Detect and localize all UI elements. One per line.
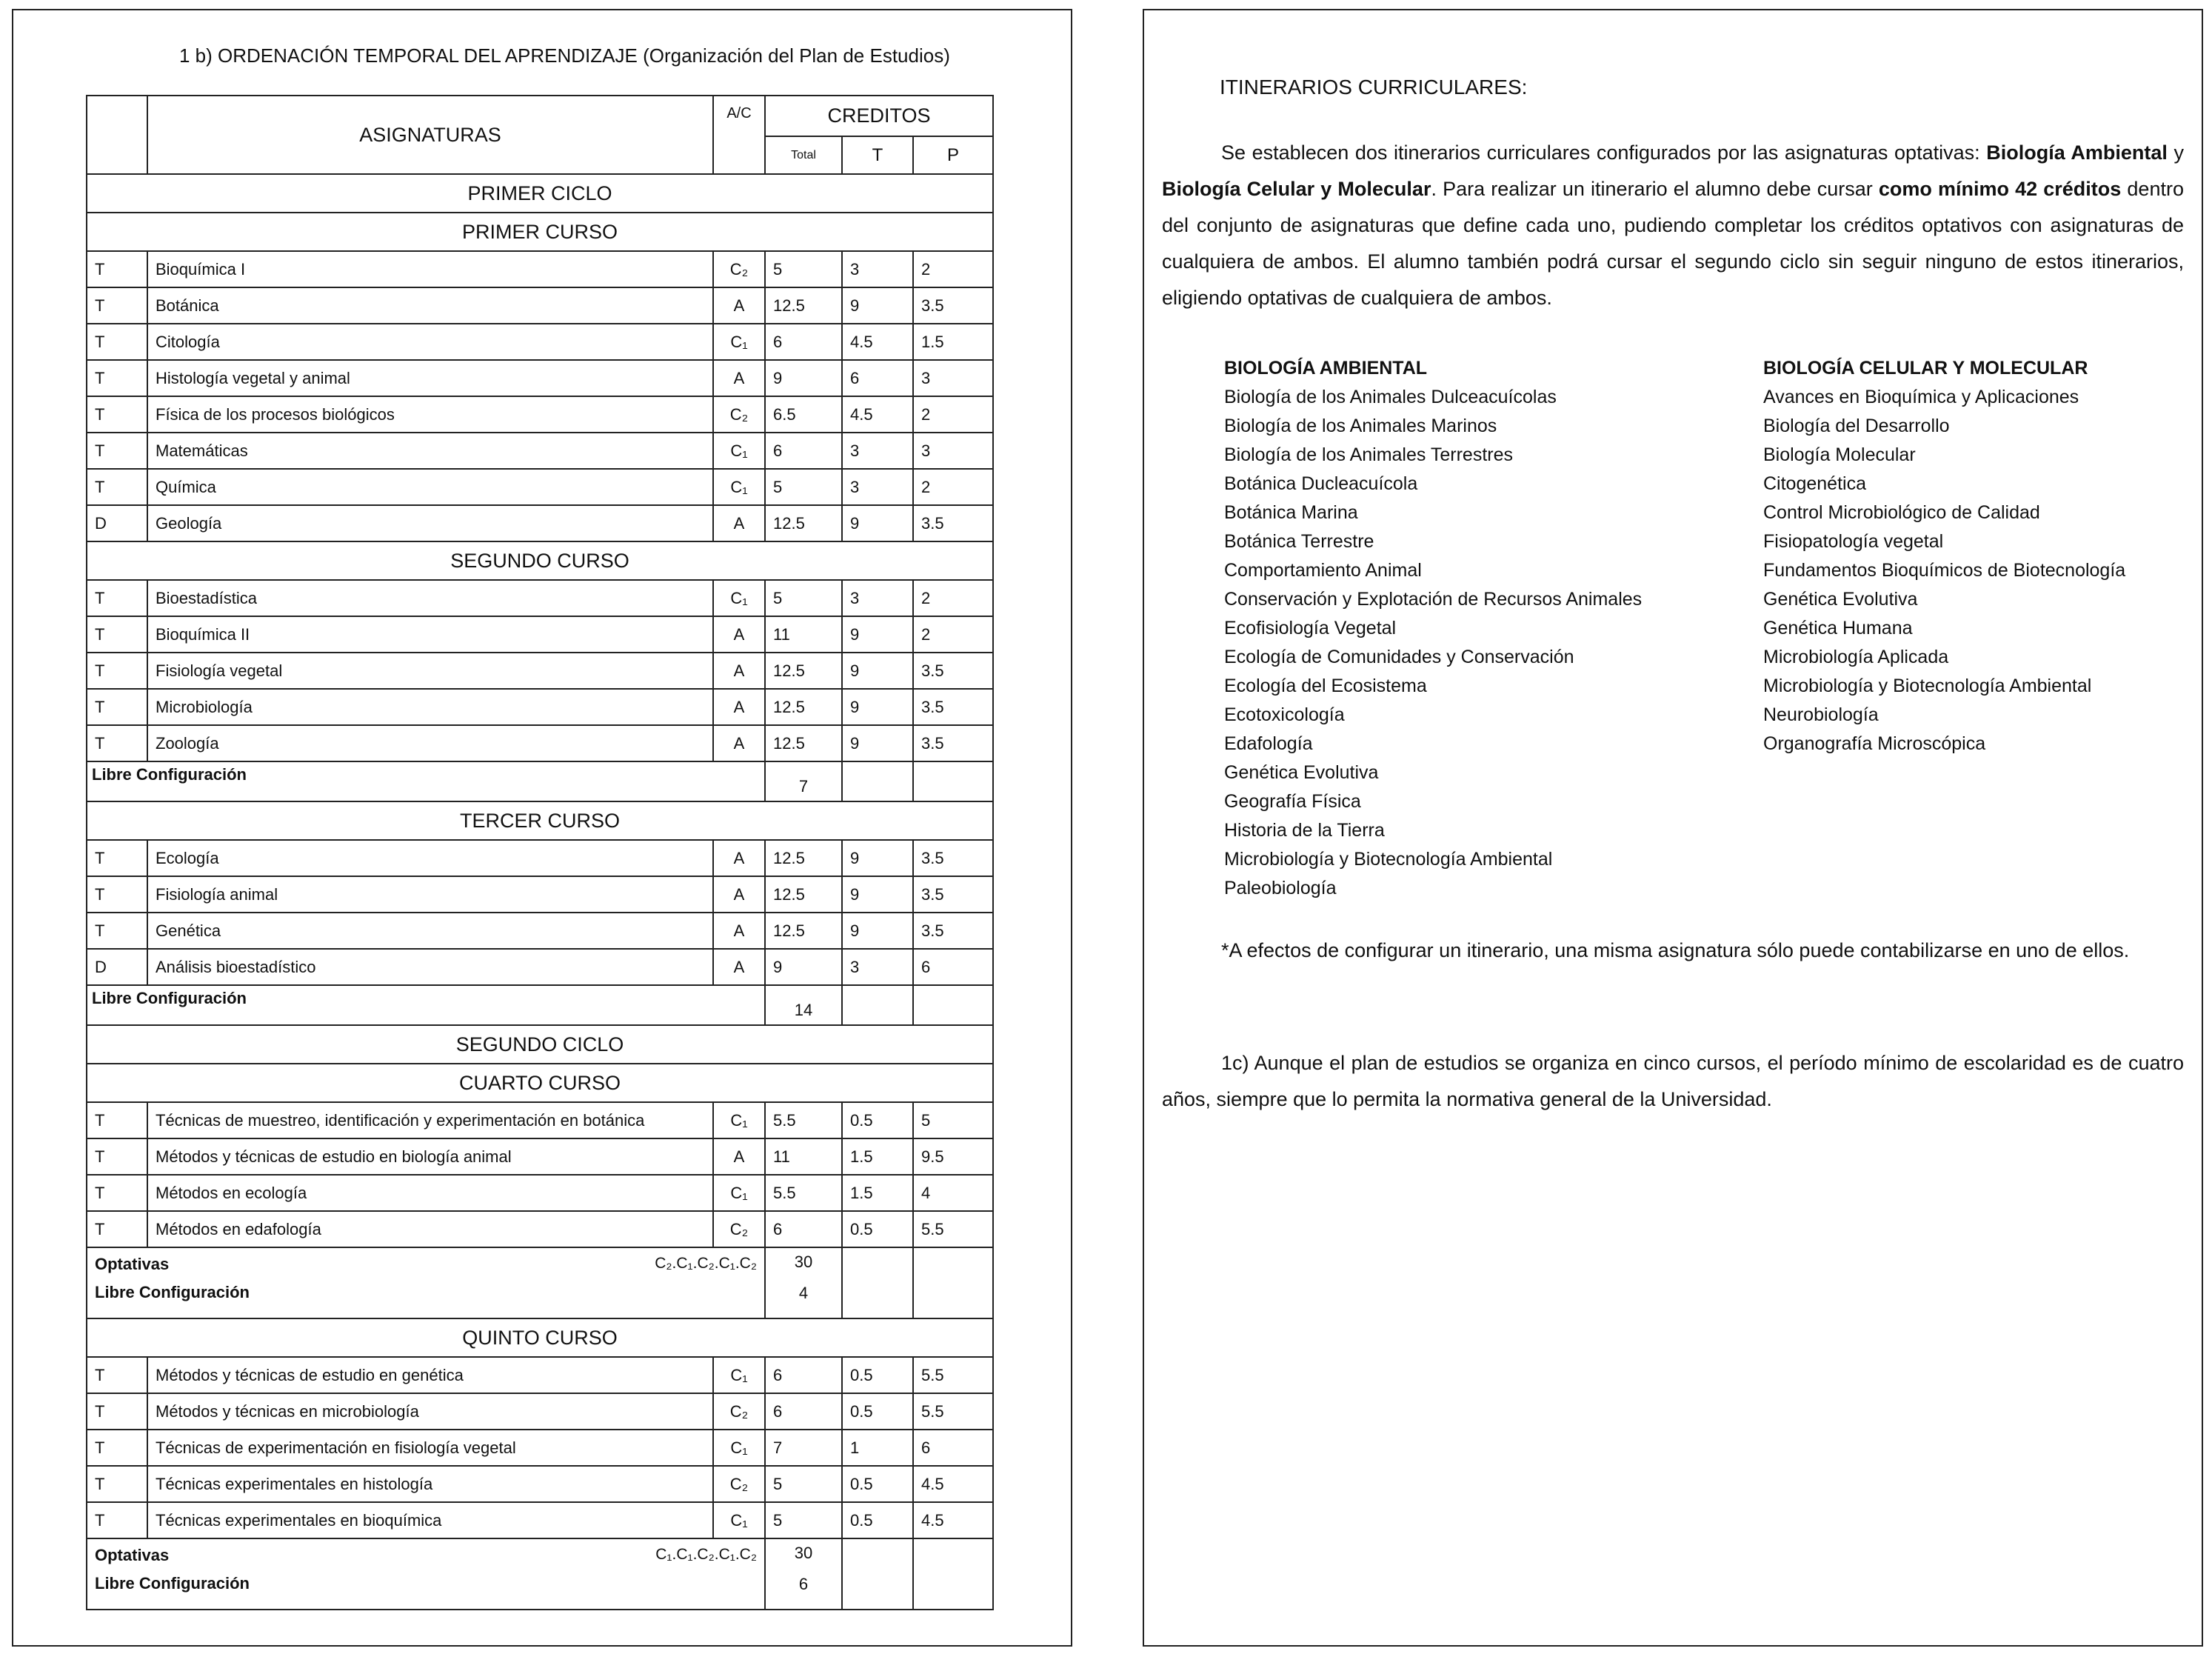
subject-type: T [87, 396, 147, 433]
credits-t: 3 [842, 580, 913, 616]
subject-type: T [87, 1175, 147, 1211]
table-row [87, 1430, 993, 1466]
optativas-wrap [95, 1541, 757, 1607]
subject-ac: C₁ [713, 1430, 765, 1466]
list-item: Botánica Ducleacuícola [1224, 473, 1418, 494]
credits-t: 0.5 [842, 1502, 913, 1538]
credits-total: 11 [765, 616, 842, 653]
segundo-ciclo-banner-label: SEGUNDO CICLO [87, 1025, 993, 1064]
subject-ac: C₂ [713, 251, 765, 287]
subject-type: T [87, 1430, 147, 1466]
table-row [87, 876, 993, 913]
credits-p: 3.5 [913, 653, 993, 689]
subject-ac: C₂ [713, 1393, 765, 1430]
subject-type: T [87, 1502, 147, 1538]
subject-type: T [87, 580, 147, 616]
credits-t: 3 [842, 251, 913, 287]
list-item: Historia de la Tierra [1224, 820, 1385, 841]
subject-name: Botánica [147, 287, 713, 324]
itinerarios-paragraph [1162, 135, 2184, 316]
table-row [87, 616, 993, 653]
subject-type: T [87, 469, 147, 505]
subject-name: Histología vegetal y animal [147, 360, 713, 396]
para-text: . Para realizar un itinerario el alumno debe cursar [1431, 178, 1879, 200]
credits-t: 0.5 [842, 1102, 913, 1138]
libre-label: Libre Configuración [95, 1574, 250, 1593]
credits-total: 11 [765, 1138, 842, 1175]
subject-ac: A [713, 725, 765, 761]
subject-ac: C₂ [713, 1211, 765, 1247]
list-item: Conservación y Explotación de Recursos Animales [1224, 589, 1643, 610]
credits-t: 9 [842, 725, 913, 761]
credits-p: 2 [913, 396, 993, 433]
table-row [87, 580, 993, 616]
subject-ac: A [713, 876, 765, 913]
subject-name: Métodos en ecología [147, 1175, 713, 1211]
primer-curso-banner-label: PRIMER CURSO [87, 213, 993, 251]
subject-type: T [87, 1102, 147, 1138]
credits-total: 6 [765, 1211, 842, 1247]
list-item: Botánica Terrestre [1224, 531, 1374, 552]
credits-total: 5 [765, 580, 842, 616]
subject-ac: C₂ [713, 396, 765, 433]
credits-t: 3 [842, 469, 913, 505]
para-text: dentro del conjunto de asignaturas que define cada uno, pudiendo completar los créditos optativos con asignaturas de cualquiera de ambos. El alumno también podrá cursar el segundo ciclo sin seguir ninguno de estos itinerarios, eligiendo optativas de cualquiera de ambos. [1162, 178, 2184, 309]
primer-curso-banner [87, 213, 993, 251]
subject-ac: A [713, 616, 765, 653]
empty-cell [913, 985, 993, 1025]
table-row [87, 840, 993, 876]
table-row [87, 1211, 993, 1247]
empty-cell [842, 985, 913, 1025]
credits-total: 6.5 [765, 396, 842, 433]
subject-name: Ecología [147, 840, 713, 876]
credits-total: 6 [765, 1393, 842, 1430]
table-row [87, 653, 993, 689]
libre-label: Libre Configuración [87, 761, 765, 801]
primer-ciclo-banner-label: PRIMER CICLO [87, 174, 993, 213]
credits-total: 12.5 [765, 505, 842, 541]
credits-p: 9.5 [913, 1138, 993, 1175]
credits-p: 4.5 [913, 1502, 993, 1538]
list-item: Biología de los Animales Dulceacuícolas [1224, 387, 1557, 407]
optativas-wrap [95, 1250, 757, 1315]
subject-ac: C₁ [713, 580, 765, 616]
credits-total: 12.5 [765, 287, 842, 324]
empty-cell [842, 1247, 913, 1318]
list-item: Genética Evolutiva [1763, 589, 1918, 610]
subject-name: Fisiología animal [147, 876, 713, 913]
subject-type: T [87, 653, 147, 689]
para-bold: Biología Celular y Molecular [1162, 178, 1431, 200]
credits-p: 5.5 [913, 1211, 993, 1247]
subject-ac: C₁ [713, 1102, 765, 1138]
itinerary-note: *A efectos de configurar un itinerario, una misma asignatura sólo puede contabilizarse en uno de ellos. [1221, 939, 2130, 961]
list-item: Microbiología y Biotecnología Ambiental [1763, 676, 2092, 696]
credits-t: 3 [842, 949, 913, 985]
libre-value: 7 [765, 761, 842, 801]
empty-cell [913, 1538, 993, 1610]
credits-t: 4.5 [842, 396, 913, 433]
list-title: BIOLOGÍA AMBIENTAL [1224, 358, 1428, 379]
table-row [87, 725, 993, 761]
subject-type: T [87, 1138, 147, 1175]
subject-name: Física de los procesos biológicos [147, 396, 713, 433]
list-item: Comportamiento Animal [1224, 560, 1422, 581]
subject-type: T [87, 1357, 147, 1393]
subject-type: T [87, 913, 147, 949]
list-item: Botánica Marina [1224, 502, 1358, 523]
t-header: T [842, 136, 913, 174]
credits-t: 9 [842, 616, 913, 653]
credits-t: 0.5 [842, 1393, 913, 1430]
optativas-value: 30 [794, 1544, 813, 1562]
list-item: Edafología [1224, 733, 1313, 754]
table-row [87, 1393, 993, 1430]
credits-t: 9 [842, 689, 913, 725]
subject-ac: A [713, 653, 765, 689]
subject-type: T [87, 433, 147, 469]
subject-name: Genética [147, 913, 713, 949]
list-item: Genética Evolutiva [1224, 762, 1379, 783]
subject-name: Geología [147, 505, 713, 541]
credits-p: 5 [913, 1102, 993, 1138]
credits-p: 4 [913, 1175, 993, 1211]
tercer-curso-banner [87, 801, 993, 840]
subject-name: Métodos y técnicas de estudio en genética [147, 1357, 713, 1393]
credits-t: 9 [842, 876, 913, 913]
libre-value: 4 [798, 1284, 809, 1302]
credits-total: 5.5 [765, 1102, 842, 1138]
itinerarios-heading: ITINERARIOS CURRICULARES: [1220, 76, 1528, 99]
subject-ac: A [713, 287, 765, 324]
subject-name: Bioquímica II [147, 616, 713, 653]
optativas-row [87, 1538, 993, 1610]
credits-p: 4.5 [913, 1466, 993, 1502]
subject-ac: C₁ [713, 1502, 765, 1538]
table-row [87, 1357, 993, 1393]
empty-cell [842, 1538, 913, 1610]
table-row [87, 505, 993, 541]
credits-p: 2 [913, 251, 993, 287]
quinto-curso-banner [87, 1318, 993, 1357]
subject-type: D [87, 505, 147, 541]
credits-total: 9 [765, 949, 842, 985]
subject-name: Métodos y técnicas de estudio en biología animal [147, 1138, 713, 1175]
credits-t: 6 [842, 360, 913, 396]
list-item: Paleobiología [1224, 878, 1337, 898]
segundo-ciclo-banner [87, 1025, 993, 1064]
subject-name: Microbiología [147, 689, 713, 725]
para-bold: como mínimo 42 créditos [1878, 178, 2122, 200]
list-item: Biología Molecular [1763, 444, 1916, 465]
type-header [87, 96, 147, 174]
list-item: Biología del Desarrollo [1763, 416, 1950, 436]
list-item: Biología de los Animales Marinos [1224, 416, 1497, 436]
list-item: Fisiopatología vegetal [1763, 531, 1944, 552]
credits-total: 5.5 [765, 1175, 842, 1211]
table-row [87, 287, 993, 324]
table-row [87, 949, 993, 985]
list-item: Microbiología Aplicada [1763, 647, 1949, 667]
subject-type: T [87, 840, 147, 876]
subject-type: D [87, 949, 147, 985]
list-item: Citogenética [1763, 473, 1866, 494]
subject-type: T [87, 616, 147, 653]
subject-ac: A [713, 689, 765, 725]
subject-ac: C₁ [713, 1175, 765, 1211]
primer-ciclo-banner [87, 174, 993, 213]
libre-label: Libre Configuración [95, 1283, 250, 1301]
total-header: Total [765, 136, 842, 174]
subject-type: T [87, 725, 147, 761]
optativas-value: 30 [794, 1253, 813, 1271]
list-item: Ecofisiología Vegetal [1224, 618, 1397, 638]
credits-total: 12.5 [765, 725, 842, 761]
credits-t: 4.5 [842, 324, 913, 360]
credits-t: 1.5 [842, 1175, 913, 1211]
subject-type: T [87, 360, 147, 396]
subject-name: Química [147, 469, 713, 505]
optativas-cell [87, 1538, 765, 1610]
empty-cell [913, 761, 993, 801]
table-row [87, 1102, 993, 1138]
credits-p: 3.5 [913, 287, 993, 324]
libre-value: 14 [765, 985, 842, 1025]
list-item: Fundamentos Bioquímicos de Biotecnología [1763, 560, 2126, 581]
optativas-label: Optativas [95, 1546, 170, 1564]
subject-type: T [87, 876, 147, 913]
credits-total: 6 [765, 1357, 842, 1393]
left-page [12, 9, 1072, 1647]
credits-total: 6 [765, 324, 842, 360]
credits-p: 5.5 [913, 1357, 993, 1393]
credits-total: 5 [765, 469, 842, 505]
cuarto-curso-banner-label: CUARTO CURSO [87, 1064, 993, 1102]
subject-ac: A [713, 913, 765, 949]
list-item: Avances en Bioquímica y Aplicaciones [1763, 387, 2079, 407]
credits-total: 12.5 [765, 689, 842, 725]
credits-t: 1.5 [842, 1138, 913, 1175]
credits-p: 3.5 [913, 725, 993, 761]
table-row [87, 324, 993, 360]
empty-cell [842, 761, 913, 801]
biologia-ambiental-list [1224, 354, 1642, 903]
credits-total: 6 [765, 433, 842, 469]
segundo-curso-banner-label: SEGUNDO CURSO [87, 541, 993, 580]
list-item: Ecología del Ecosistema [1224, 676, 1427, 696]
subject-ac: C₁ [713, 1357, 765, 1393]
subject-type: T [87, 689, 147, 725]
list-item: Ecología de Comunidades y Conservación [1224, 647, 1574, 667]
credits-p: 2 [913, 616, 993, 653]
segundo-curso-banner [87, 541, 993, 580]
credits-total: 7 [765, 1430, 842, 1466]
credits-t: 0.5 [842, 1466, 913, 1502]
list-item: Control Microbiológico de Calidad [1763, 502, 2040, 523]
para-bold: Biología Ambiental [1986, 141, 2168, 164]
subject-type: T [87, 1466, 147, 1502]
cuarto-curso-banner [87, 1064, 993, 1102]
subject-name: Métodos en edafología [147, 1211, 713, 1247]
right-page [1143, 9, 2203, 1647]
empty-cell [913, 1247, 993, 1318]
list-item: Organografía Microscópica [1763, 733, 1986, 754]
credits-p: 2 [913, 469, 993, 505]
subject-type: T [87, 1211, 147, 1247]
subject-type: T [87, 287, 147, 324]
table-row [87, 251, 993, 287]
subject-name: Zoología [147, 725, 713, 761]
study-plan-table [86, 95, 994, 1610]
credits-t: 0.5 [842, 1211, 913, 1247]
para-text: Se establecen dos itinerarios curriculares configurados por las asignaturas optativas: [1221, 141, 1987, 164]
credits-total: 12.5 [765, 653, 842, 689]
optativas-values [765, 1247, 842, 1318]
credits-total: 5 [765, 251, 842, 287]
credits-total: 5 [765, 1502, 842, 1538]
credits-p: 2 [913, 580, 993, 616]
credits-p: 5.5 [913, 1393, 993, 1430]
credits-t: 0.5 [842, 1357, 913, 1393]
page-title: 1 b) ORDENACIÓN TEMPORAL DEL APRENDIZAJE (Organización del Plan de Estudios) [179, 44, 950, 67]
paragraph-1c: 1c) Aunque el plan de estudios se organiza en cinco cursos, el período mínimo de escolaridad es de cuatro años, siempre que lo permita la normativa general de la Universidad. [1162, 1052, 2184, 1110]
list-item: Ecotoxicología [1224, 704, 1345, 725]
optativas-row [87, 1247, 993, 1318]
list-item: Neurobiología [1763, 704, 1879, 725]
subject-name: Fisiología vegetal [147, 653, 713, 689]
subject-name: Métodos y técnicas en microbiología [147, 1393, 713, 1430]
tercer-curso-banner-label: TERCER CURSO [87, 801, 993, 840]
subject-name: Matemáticas [147, 433, 713, 469]
biologia-celular-list [1763, 354, 2125, 758]
table-row [87, 1138, 993, 1175]
list-item: Microbiología y Biotecnología Ambiental [1224, 849, 1553, 870]
creditos-header: CREDITOS [765, 96, 993, 136]
credits-t: 9 [842, 840, 913, 876]
credits-p: 6 [913, 949, 993, 985]
subject-ac: A [713, 1138, 765, 1175]
subject-ac: C₁ [713, 469, 765, 505]
credits-total: 12.5 [765, 840, 842, 876]
credits-total: 9 [765, 360, 842, 396]
credits-p: 3.5 [913, 840, 993, 876]
optativas-values [765, 1538, 842, 1610]
subject-ac: C₁ [713, 433, 765, 469]
credits-t: 3 [842, 433, 913, 469]
table-row [87, 1502, 993, 1538]
credits-total: 5 [765, 1466, 842, 1502]
asignaturas-header: ASIGNATURAS [147, 96, 713, 174]
subject-name: Bioquímica I [147, 251, 713, 287]
optativas-codes: C₂.C₁.C₂.C₁.C₂ [655, 1255, 757, 1272]
p-header: P [913, 136, 993, 174]
subject-ac: A [713, 840, 765, 876]
credits-p: 1.5 [913, 324, 993, 360]
credits-p: 6 [913, 1430, 993, 1466]
credits-p: 3 [913, 360, 993, 396]
subject-type: T [87, 1393, 147, 1430]
subject-name: Citología [147, 324, 713, 360]
subject-ac: A [713, 360, 765, 396]
credits-t: 1 [842, 1430, 913, 1466]
subject-name: Técnicas experimentales en histología [147, 1466, 713, 1502]
subject-name: Técnicas de experimentación en fisiología vegetal [147, 1430, 713, 1466]
table-row [87, 913, 993, 949]
credits-t: 9 [842, 505, 913, 541]
table-row [87, 433, 993, 469]
subject-ac: A [713, 949, 765, 985]
table-row [87, 396, 993, 433]
table-row [87, 469, 993, 505]
list-title: BIOLOGÍA CELULAR Y MOLECULAR [1763, 358, 2088, 379]
subject-name: Bioestadística [147, 580, 713, 616]
credits-total: 12.5 [765, 876, 842, 913]
credits-total: 12.5 [765, 913, 842, 949]
libre-configuracion-row [87, 761, 993, 801]
optativas-cell [87, 1247, 765, 1318]
table-row [87, 689, 993, 725]
para-text: y [2167, 141, 2184, 164]
subject-type: T [87, 324, 147, 360]
optativas-label: Optativas [95, 1255, 170, 1273]
table-row [87, 360, 993, 396]
libre-configuracion-row [87, 985, 993, 1025]
subject-name: Técnicas experimentales en bioquímica [147, 1502, 713, 1538]
list-item: Genética Humana [1763, 618, 1913, 638]
credits-p: 3.5 [913, 689, 993, 725]
subject-ac: A [713, 505, 765, 541]
table-row [87, 1175, 993, 1211]
credits-p: 3.5 [913, 913, 993, 949]
credits-p: 3.5 [913, 505, 993, 541]
subject-name: Técnicas de muestreo, identificación y experimentación en botánica [147, 1102, 713, 1138]
subject-ac: C₁ [713, 324, 765, 360]
credits-p: 3.5 [913, 876, 993, 913]
quinto-curso-banner-label: QUINTO CURSO [87, 1318, 993, 1357]
credits-p: 3 [913, 433, 993, 469]
optativas-codes: C₁.C₁.C₂.C₁.C₂ [655, 1546, 757, 1563]
subject-type: T [87, 251, 147, 287]
libre-value: 6 [798, 1575, 809, 1593]
ac-header: A/C [713, 96, 765, 174]
table-row [87, 1466, 993, 1502]
credits-t: 9 [842, 913, 913, 949]
subject-name: Análisis bioestadístico [147, 949, 713, 985]
list-item: Geografía Física [1224, 791, 1361, 812]
list-item: Biología de los Animales Terrestres [1224, 444, 1514, 465]
credits-t: 9 [842, 653, 913, 689]
libre-label: Libre Configuración [87, 985, 765, 1025]
credits-t: 9 [842, 287, 913, 324]
subject-ac: C₂ [713, 1466, 765, 1502]
